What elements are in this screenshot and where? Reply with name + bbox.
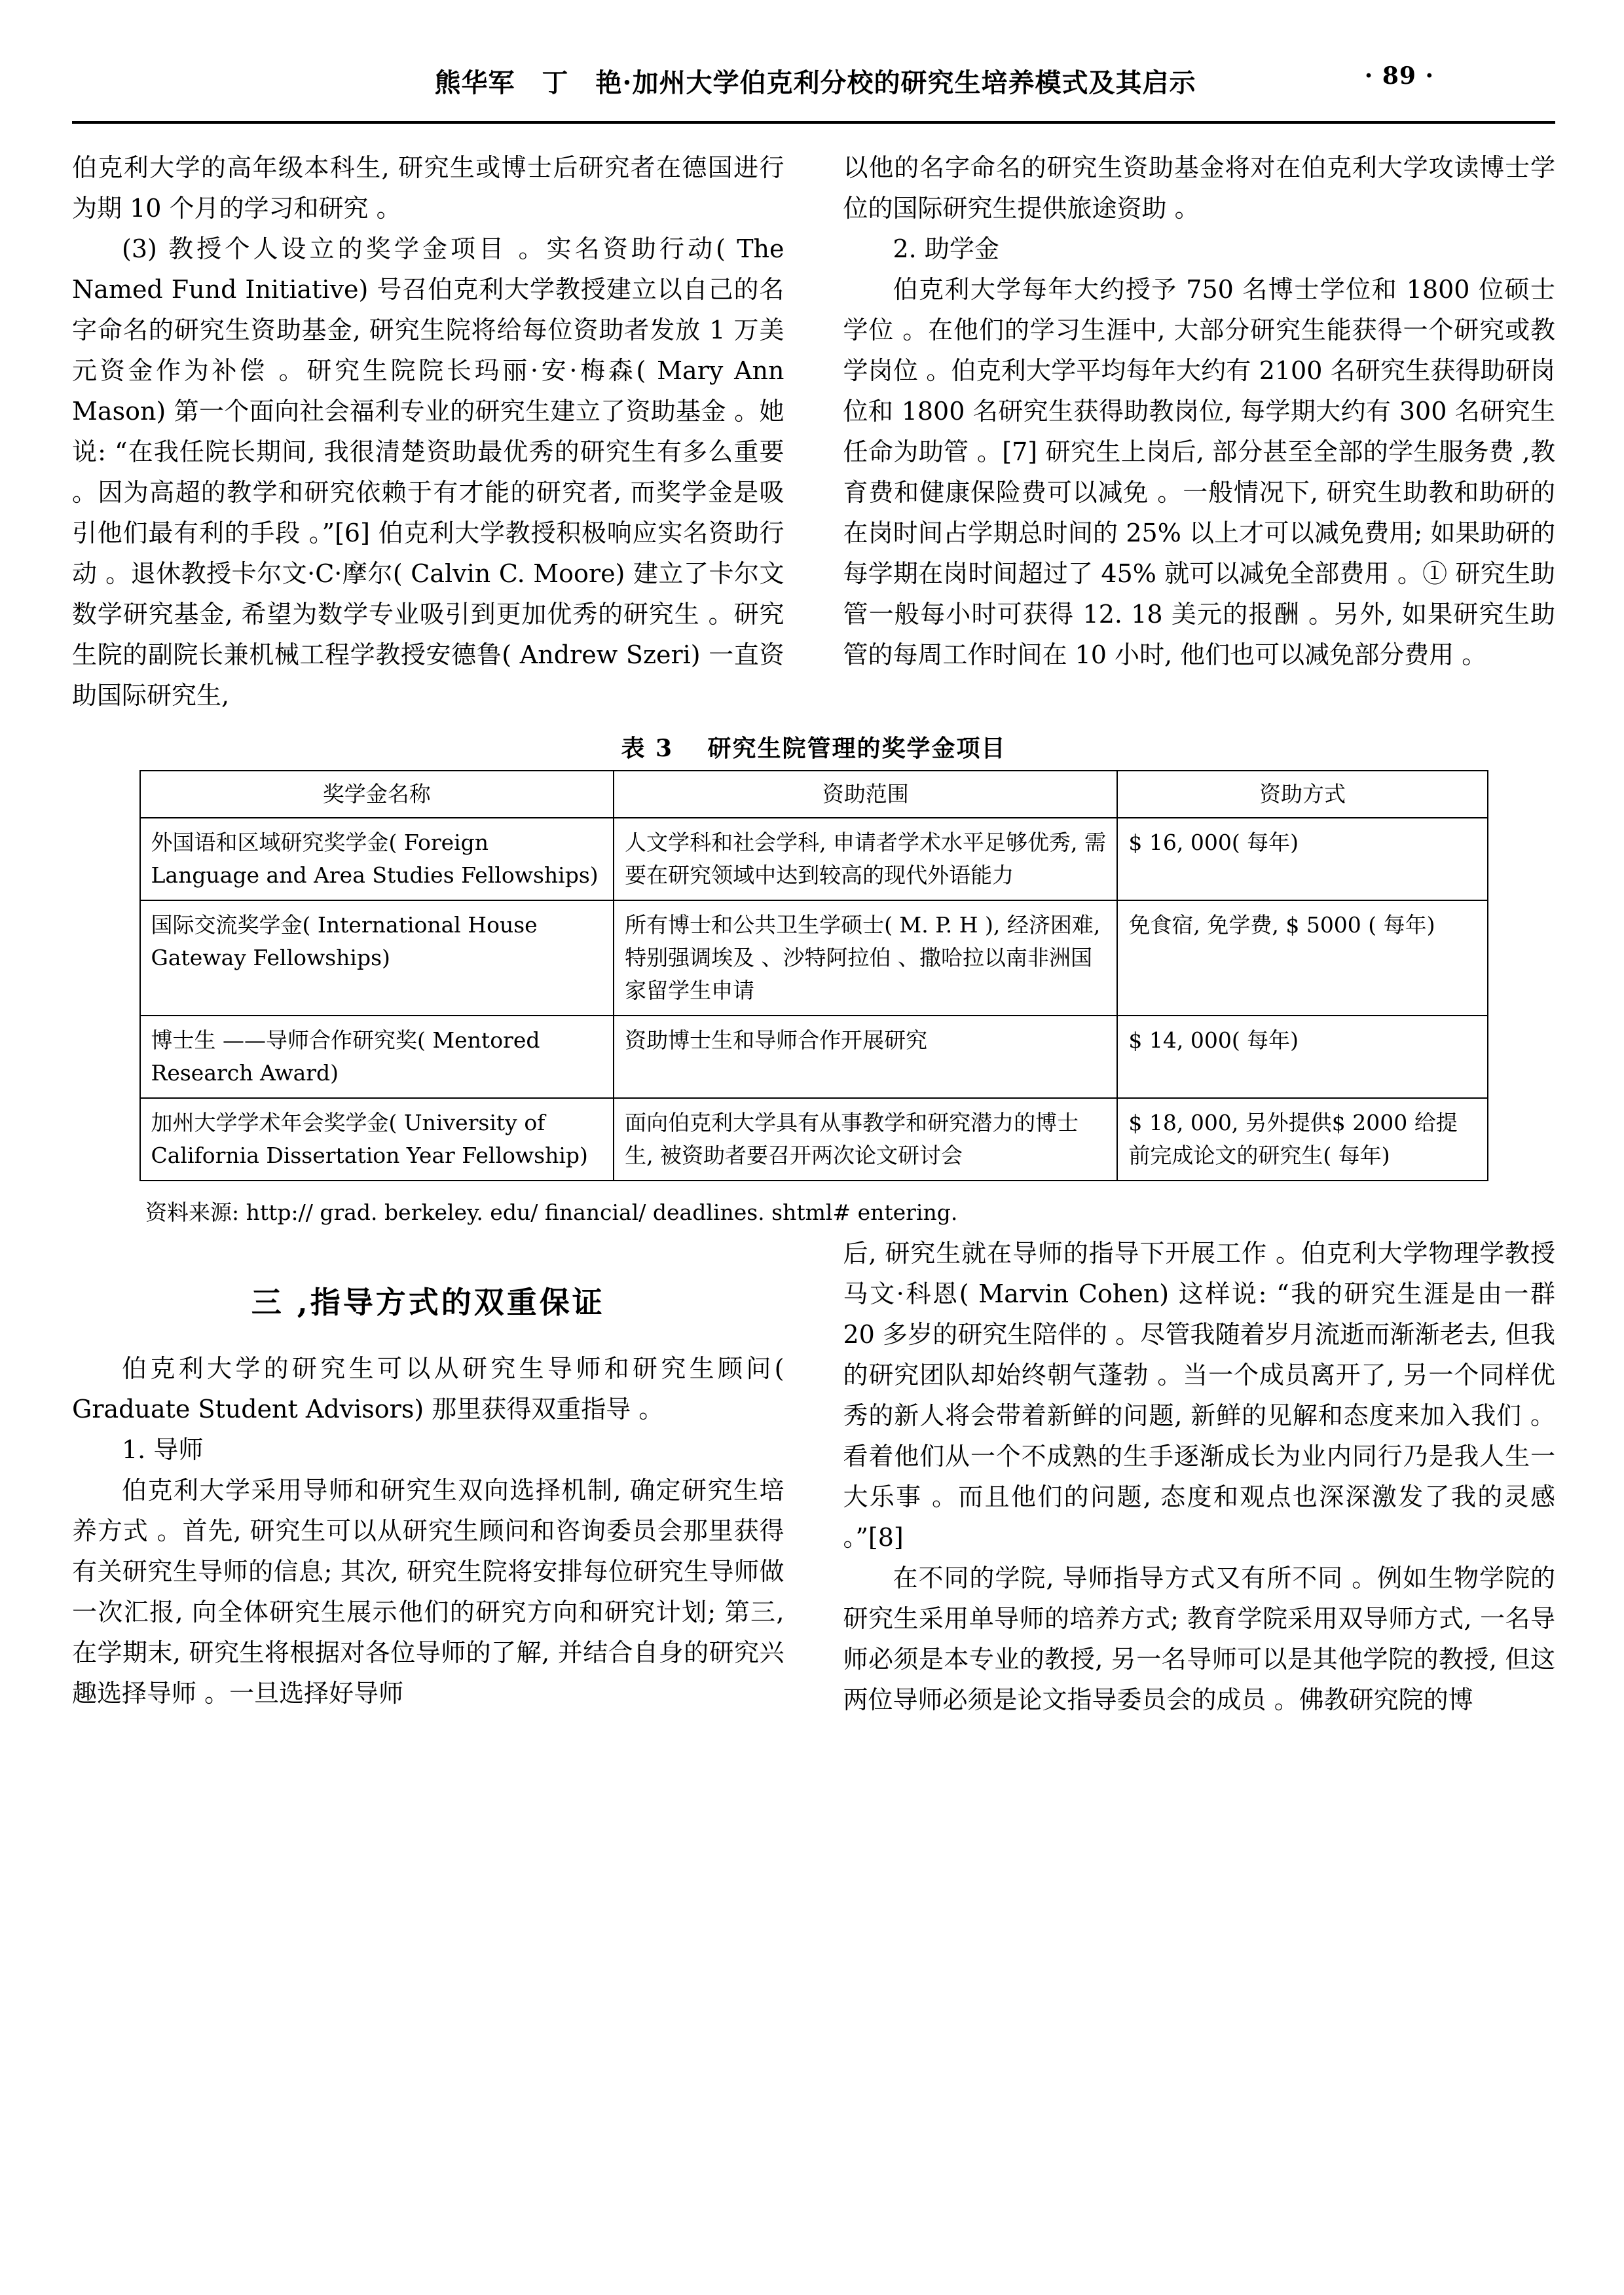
page-number: · 89 · (1364, 62, 1434, 90)
cell-method: $ 18, 000, 另外提供$ 2000 给提前完成论文的研究生( 每年) (1117, 1098, 1487, 1181)
cell-name: 加州大学学术年会奖学金( University of California Dissertation Year Fellowship) (140, 1098, 614, 1181)
cell-scope: 人文学科和社会学科, 申请者学术水平足够优秀, 需要在研究领域中达到较高的现代外语能力 (614, 818, 1117, 900)
cell-name: 国际交流奖学金( International House Gateway Fellowships) (140, 900, 614, 1016)
cell-method: $ 14, 000( 每年) (1117, 1016, 1487, 1098)
paragraph: 伯克利大学的高年级本科生, 研究生或博士后研究者在德国进行为期 10 个月的学习和研究 。 (72, 153, 784, 223)
page-header (196, 62, 1434, 100)
awards-table-block (72, 730, 1555, 1226)
cell-name: 外国语和区域研究奖学金( Foreign Language and Area Studies Fellowships) (140, 818, 614, 900)
subheading: 1. 导师 (122, 1435, 204, 1464)
left-column-bottom (72, 1233, 784, 1720)
table-row (140, 900, 1488, 1016)
table-row (140, 818, 1488, 900)
table-caption: 表 3 研究生院管理的奖学金项目 (621, 735, 1006, 762)
cell-scope: 所有博士和公共卫生学硕士( M. P. H ), 经济困难, 特别强调埃及 、沙特阿拉伯 、撒哈拉以南非洲国家留学生申请 (614, 900, 1117, 1016)
bottom-columns (72, 1233, 1555, 1720)
header-title: 熊华军 丁 艳·加州大学伯克利分校的研究生培养模式及其启示 (434, 67, 1196, 98)
right-column-bottom (843, 1233, 1556, 1720)
table-source-note: 资料来源: http:// grad. berkeley. edu/ financial/ deadlines. shtml# entering. (145, 1200, 958, 1225)
page-content (72, 147, 1555, 1720)
cell-method: $ 16, 000( 每年) (1117, 818, 1487, 900)
paragraph: 伯克利大学每年大约授予 750 名博士学位和 1800 位硕士学位 。在他们的学习生涯中, 大部分研究生能获得一个研究或教学岗位 。伯克利大学平均每年大约有 2100 名研究生获得助研岗位和 1800 名研究生获得助教岗位, 每学期大约有 300 名研究生任命为助管 。[7] 研究生上岗后, 部分甚至全部的学生服务费 ,教育费和健康保险费可以减免 。一般情况下, 研究生助教和助研的在岗时间占学期总时间的 25% 以上才可以减免费用; 如果助研的每学期在岗时间超过了 45% 就可以减免全部费用 。① 研究生助管一般每小时可获得 12. 18 美元的报酬 。另外, 如果研究生助管的每周工作时间在 10 小时, 他们也可以减免部分费用 。 (843, 275, 1555, 669)
table-row (140, 1016, 1488, 1098)
awards-table (139, 770, 1488, 1181)
cell-scope: 资助博士生和导师合作开展研究 (614, 1016, 1117, 1098)
subheading: 2. 助学金 (893, 234, 999, 263)
cell-scope: 面向伯克利大学具有从事教学和研究潜力的博士生, 被资助者要召开两次论文研讨会 (614, 1098, 1117, 1181)
header-divider (72, 121, 1555, 124)
paragraph: (3) 教授个人设立的奖学金项目 。实名资助行动( The Named Fund Initiative) 号召伯克利大学教授建立以自己的名字命名的研究生资助基金, 研究生院将给每位资助者发放 1 万美元资金作为补偿 。研究生院院长玛丽·安·梅森( Mary Ann Mason) 第一个面向社会福利专业的研究生建立了资助基金 。她说: “在我任院长期间, 我很清楚资助最优秀的研究生有多么重要 。因为高超的教学和研究依赖于有才能的研究者, 而奖学金是吸引他们最有利的手段 。”[6] 伯克利大学教授积极响应实名资助行动 。退休教授卡尔文·C·摩尔( Calvin C. Moore) 建立了卡尔文数学研究基金, 希望为数学专业吸引到更加优秀的研究生 。研究生院的副院长兼机械工程学教授安德鲁( Andrew Szeri) 一直资助国际研究生, (72, 234, 784, 710)
table-row (140, 1098, 1488, 1181)
top-columns (72, 147, 1555, 716)
paragraph: 伯克利大学的研究生可以从研究生导师和研究生顾问( Graduate Student Advisors) 那里获得双重指导 。 (72, 1354, 784, 1423)
column-header-method: 资助方式 (1117, 771, 1487, 818)
paragraph: 以他的名字命名的研究生资助基金将对在伯克利大学攻读博士学位的国际研究生提供旅途资助 。 (843, 153, 1555, 223)
right-column-top (843, 147, 1556, 716)
cell-name: 博士生 ——导师合作研究奖( Mentored Research Award) (140, 1016, 614, 1098)
cell-method: 免食宿, 免学费, $ 5000 ( 每年) (1117, 900, 1487, 1016)
left-column-top (72, 147, 784, 716)
column-header-scope: 资助范围 (614, 771, 1117, 818)
paragraph: 伯克利大学采用导师和研究生双向选择机制, 确定研究生培养方式 。首先, 研究生可以从研究生顾问和咨询委员会那里获得有关研究生导师的信息; 其次, 研究生院将安排每位研究生导师做一次汇报, 向全体研究生展示他们的研究方向和研究计划; 第三, 在学期末, 研究生将根据对各位导师的了解, 并结合自身的研究兴趣选择导师 。一旦选择好导师 (72, 1476, 784, 1708)
table-header-row (140, 771, 1488, 818)
paragraph: 在不同的学院, 导师指导方式又有所不同 。例如生物学院的研究生采用单导师的培养方式; 教育学院采用双导师方式, 一名导师必须是本专业的教授, 另一名导师可以是其他学院的教授, 但这两位导师必须是论文指导委员会的成员 。佛教研究院的博 (843, 1564, 1555, 1714)
column-header-name: 奖学金名称 (140, 771, 614, 818)
paragraph: 后, 研究生就在导师的指导下开展工作 。伯克利大学物理学教授马文·科恩( Marvin Cohen) 这样说: “我的研究生涯是由一群 20 多岁的研究生陪伴的 。尽管我随着岁月流逝而渐渐老去, 但我的研究团队却始终朝气蓬勃 。当一个成员离开了, 另一个同样优秀的新人将会带着新鲜的问题, 新鲜的见解和态度来加入我们 。看着他们从一个不成熟的生手逐渐成长为业内同行乃是我人生一大乐事 。而且他们的问题, 态度和观点也深深激发了我的灵感 。”[8] (843, 1239, 1555, 1552)
section-heading: 三 ,指导方式的双重保证 (251, 1285, 605, 1320)
